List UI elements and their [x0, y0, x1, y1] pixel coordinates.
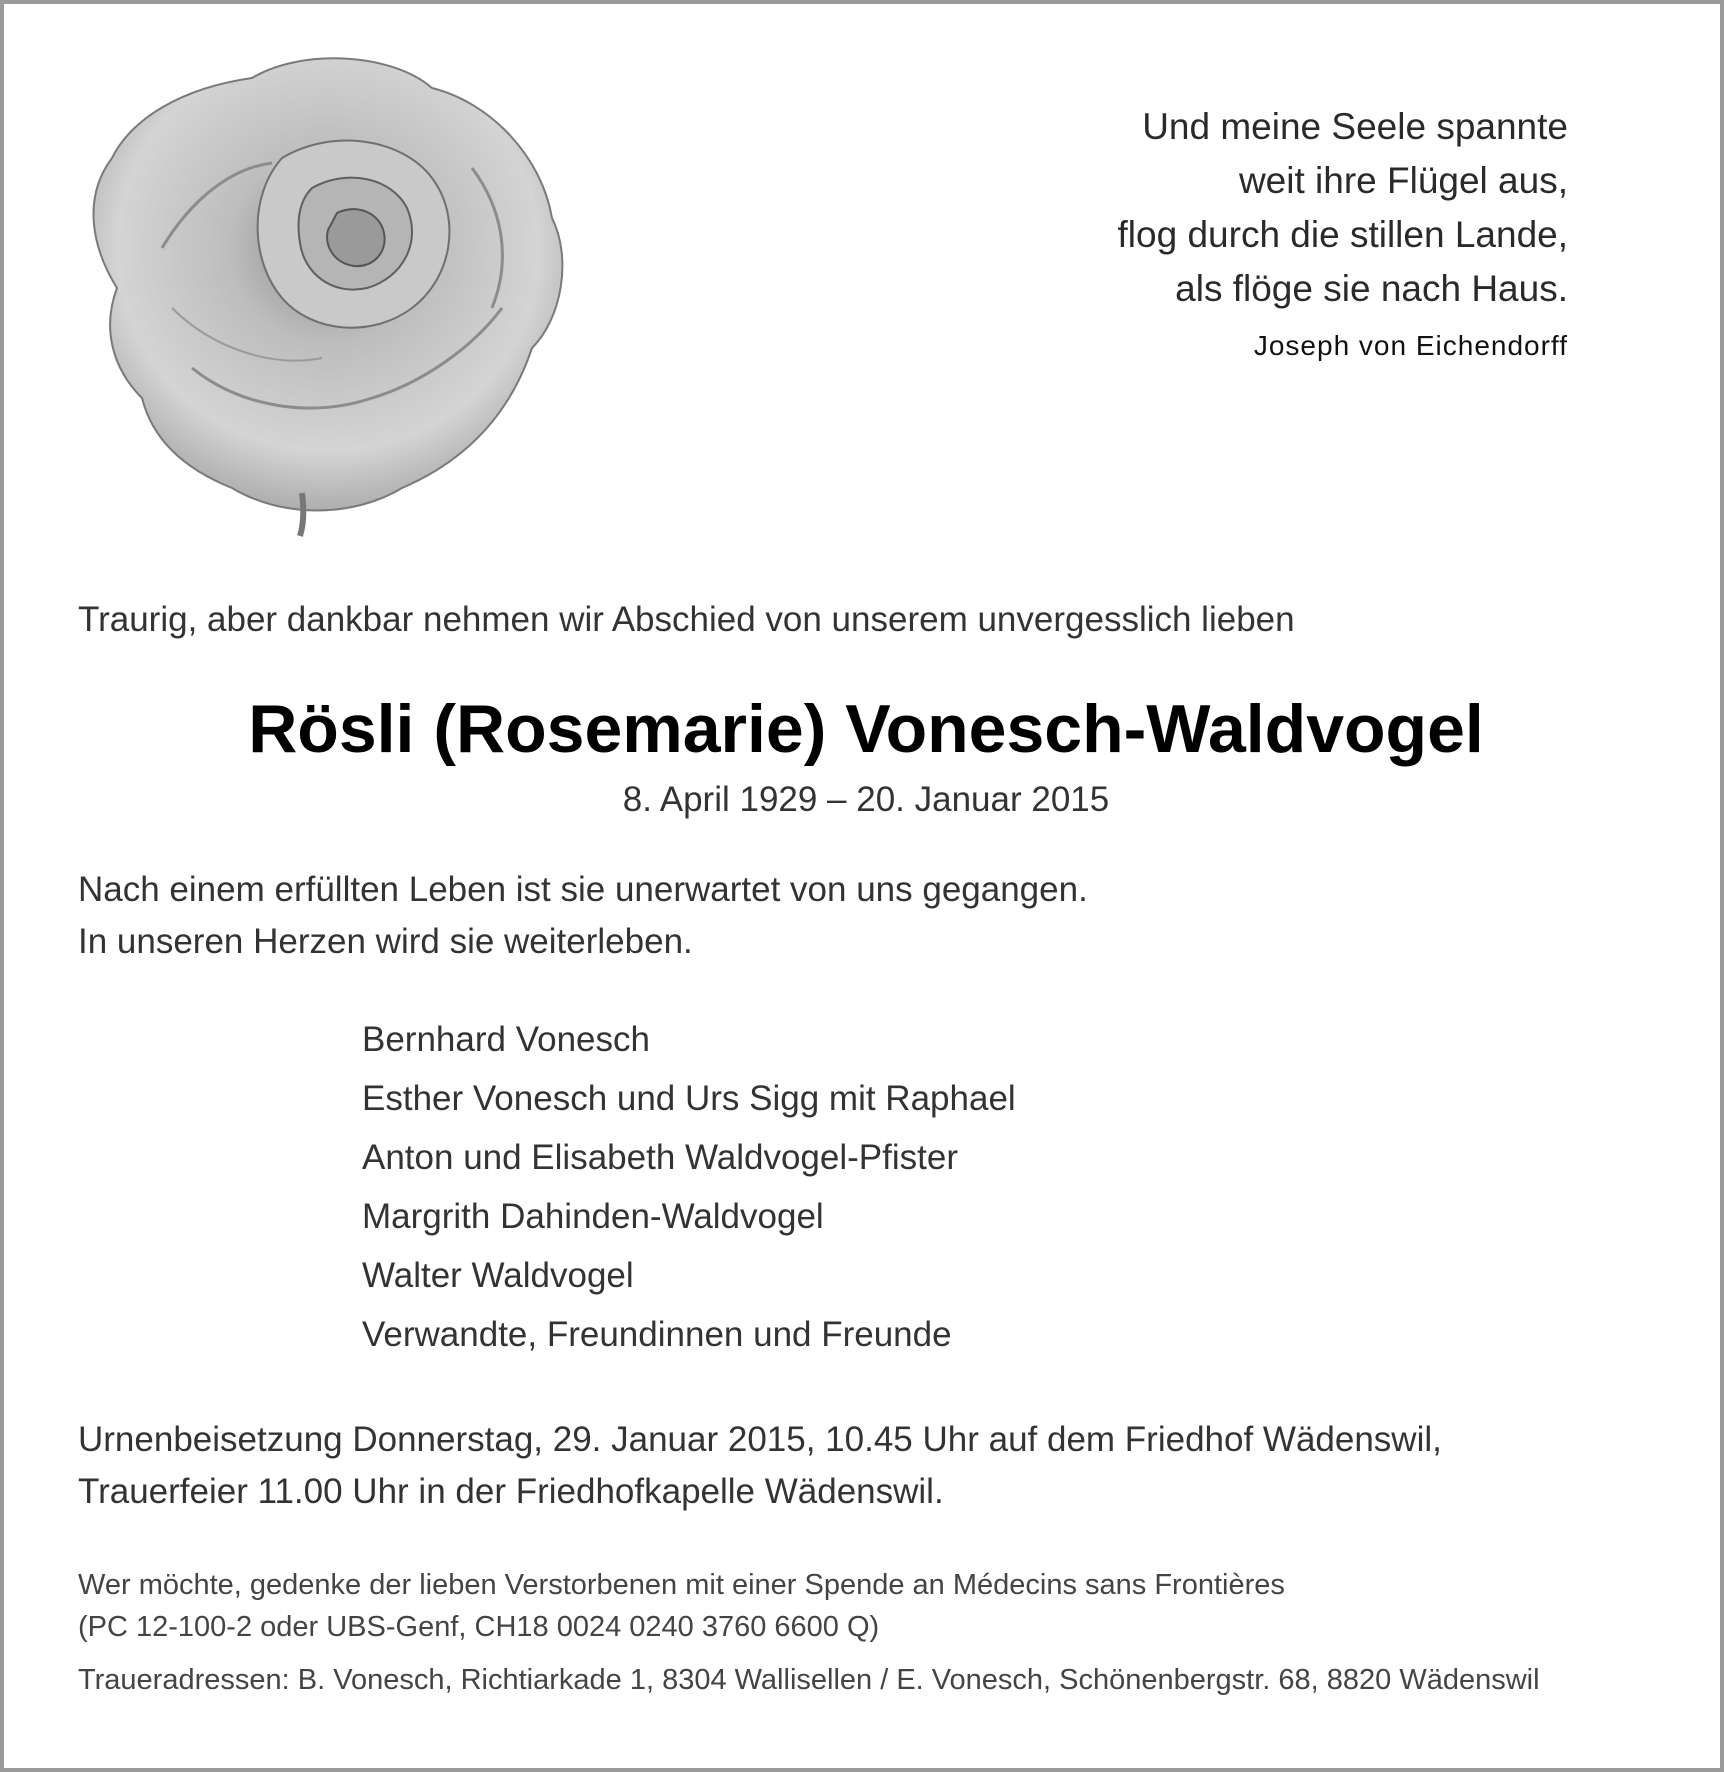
poem-line: weit ihre Flügel aus, [1238, 160, 1568, 201]
life-dates: 8. April 1929 – 20. Januar 2015 [622, 780, 1110, 819]
poem-author: Joseph von Eichendorff [1253, 330, 1568, 361]
mourner-item: Bernhard Vonesch [362, 1020, 650, 1059]
intro-text: Traurig, aber dankbar nehmen wir Abschied von unserem unvergesslich lieben [78, 600, 1295, 639]
mourner-item: Margrith Dahinden-Waldvogel [362, 1197, 824, 1236]
message-line: In unseren Herzen wird sie weiterleben. [78, 922, 693, 961]
poem-line: Und meine Seele spannte [1142, 106, 1568, 147]
service-info [78, 1414, 1442, 1518]
mourner-item: Verwandte, Freundinnen und Freunde [362, 1315, 952, 1354]
donation-info [78, 1564, 1285, 1648]
mourners-list [362, 1010, 1016, 1364]
mourning-addresses: Traueradressen: B. Vonesch, Richtiarkade 1, 8304 Wallisellen / E. Vonesch, Schönenbergstr. 68, 8820 Wädenswil [78, 1664, 1540, 1696]
mourner-item: Anton und Elisabeth Waldvogel-Pfister [362, 1138, 958, 1177]
farewell-message [78, 864, 1088, 968]
rose-image [72, 48, 602, 538]
poem [1118, 100, 1568, 316]
donation-line: Wer möchte, gedenke der lieben Verstorbenen mit einer Spende an Médecins sans Frontières [78, 1569, 1285, 1601]
mourner-item: Walter Waldvogel [362, 1256, 634, 1295]
message-line: Nach einem erfüllten Leben ist sie unerwartet von uns gegangen. [78, 870, 1088, 909]
service-line: Trauerfeier 11.00 Uhr in der Friedhofkapelle Wädenswil. [78, 1472, 944, 1511]
mourner-item: Esther Vonesch und Urs Sigg mit Raphael [362, 1079, 1016, 1118]
deceased-name: Rösli (Rosemarie) Vonesch-Waldvogel [248, 691, 1484, 767]
poem-line: flog durch die stillen Lande, [1117, 214, 1568, 255]
service-line: Urnenbeisetzung Donnerstag, 29. Januar 2015, 10.45 Uhr auf dem Friedhof Wädenswil, [78, 1420, 1442, 1459]
donation-line: (PC 12-100-2 oder UBS-Genf, CH18 0024 0240 3760 6600 Q) [78, 1611, 880, 1643]
poem-line: als flöge sie nach Haus. [1175, 268, 1568, 309]
